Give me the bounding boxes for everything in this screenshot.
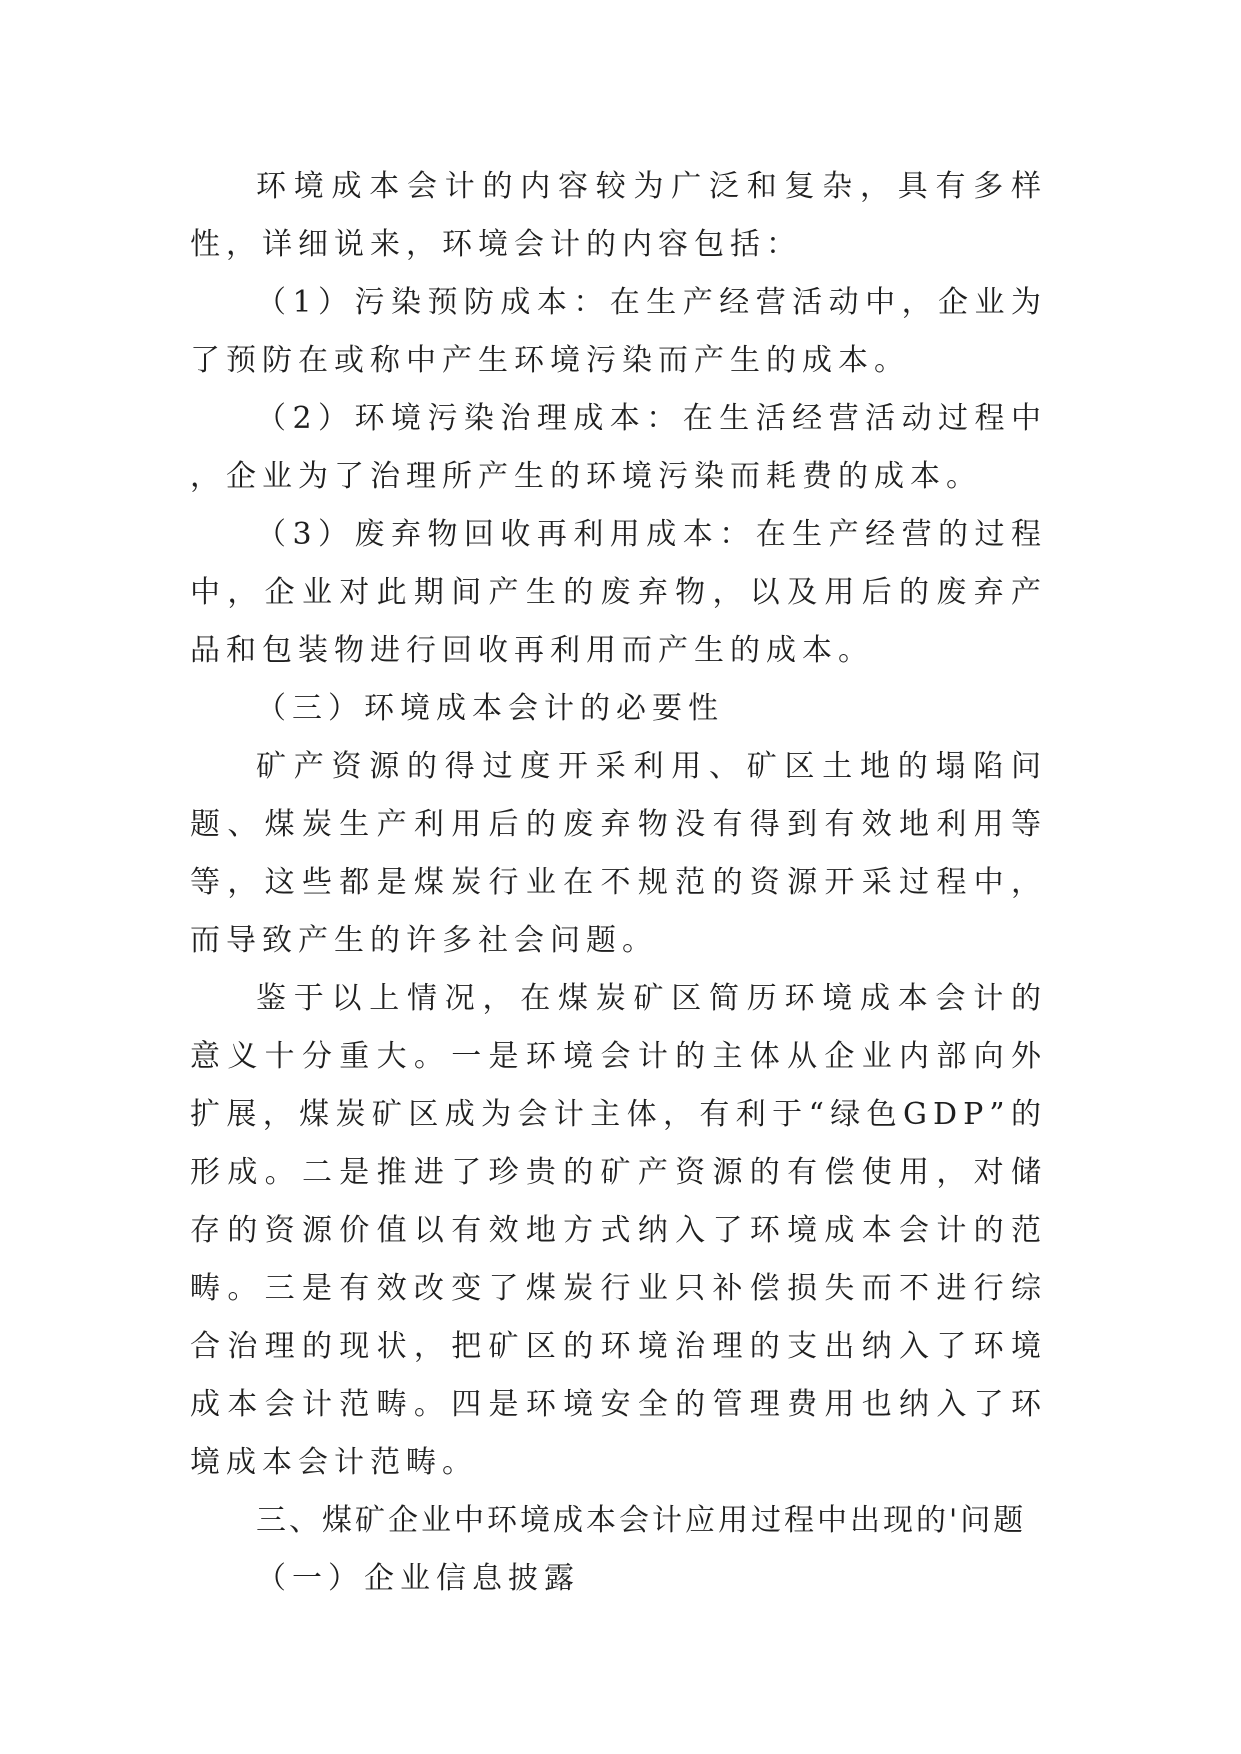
paragraph-waste-recycling-cost: （3）废弃物回收再利用成本：在生产经营的过程中，企业对此期间产生的废弃物，以及用后的废弃产品和包装物进行回收再利用而产生的成本。 [190, 517, 1047, 668]
paragraph-environmental-cost-content: 环境成本会计的内容较为广泛和复杂，具有多样性，详细说来，环境会计的内容包括： [190, 169, 1047, 262]
document-body [190, 158, 1047, 1608]
subsection-heading-information-disclosure: （一）企业信息披露 [256, 1561, 580, 1596]
paragraph-pollution-prevention-cost: （1）污染预防成本：在生产经营活动中，企业为了预防在或称中产生环境污染而产生的成本。 [190, 285, 1047, 378]
section-heading-necessity: （三）环境成本会计的必要性 [256, 691, 724, 726]
paragraph-significance: 鉴于以上情况，在煤炭矿区简历环境成本会计的意义十分重大。一是环境会计的主体从企业内部向外扩展，煤炭矿区成为会计主体，有利于“绿色GDP”的形成。二是推进了珍贵的矿产资源的有偿使用，对储存的资源价值以有效地方式纳入了环境成本会计的范畴。三是有效改变了煤炭行业只补偿损失而不进行综合治理的现状，把矿区的环境治理的支出纳入了环境成本会计范畴。四是环境安全的管理费用也纳入了环境成本会计范畴。 [190, 981, 1047, 1480]
paragraph-pollution-treatment-cost: （2）环境污染治理成本：在生活经营活动过程中，企业为了治理所产生的环境污染而耗费的成本。 [190, 401, 1047, 494]
section-heading-problems: 三、煤矿企业中环境成本会计应用过程中出现的'问题 [256, 1503, 1027, 1538]
paragraph-mining-problems: 矿产资源的得过度开采利用、矿区土地的塌陷问题、煤炭生产利用后的废弃物没有得到有效地利用等等，这些都是煤炭行业在不规范的资源开采过程中，而导致产生的许多社会问题。 [190, 749, 1047, 958]
